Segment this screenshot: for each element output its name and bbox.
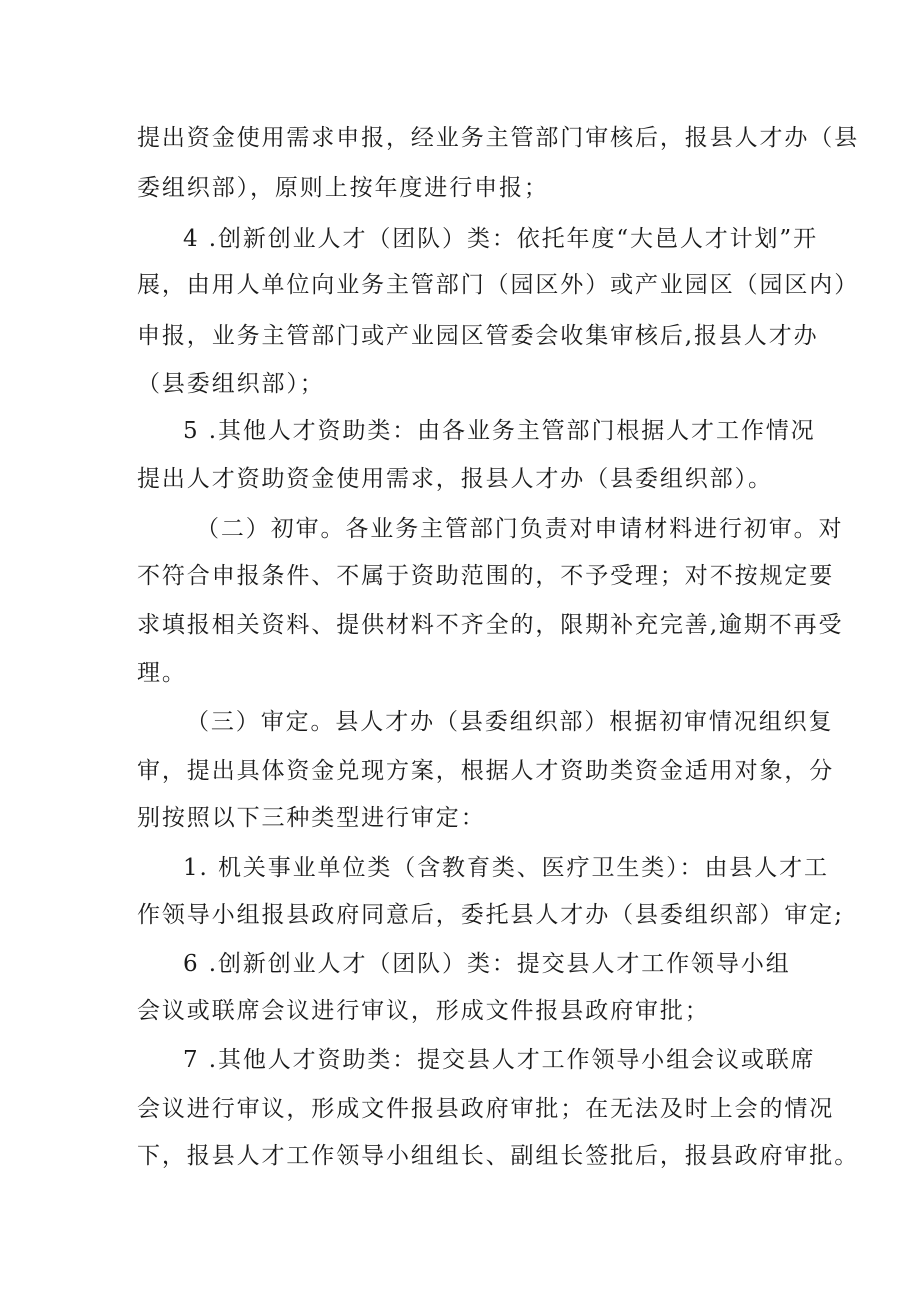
text-line: （县委组织部）；: [137, 371, 325, 397]
text-line: 7 .其他人才资助类：提交县人才工作领导小组会议或联席: [183, 1047, 816, 1073]
text-line: 5 .其他人才资助类：由各业务主管部门根据人才工作情况: [183, 418, 816, 444]
text-line: 求填报相关资料、提供材料不齐全的，限期补充完善,逾期不再受: [137, 612, 844, 638]
text-line: 4 .创新创业人才（团队）类：依托年度“大邑人才计划”开: [183, 226, 818, 252]
text-line: 不符合申报条件、不属于资助范围的，不予受理；对不按规定要: [137, 563, 835, 589]
text-line: 理。: [137, 660, 187, 686]
text-line: 会议或联席会议进行审议，形成文件报县政府审批；: [137, 998, 710, 1024]
text-line: 别按照以下三种类型进行审定：: [137, 805, 486, 831]
text-line: 下，报县人才工作领导小组组长、副组长签批后，报县政府审批。: [137, 1143, 860, 1169]
text-line: 提出人才资助资金使用需求，报县人才办（县委组织部）。: [137, 466, 773, 492]
text-line: 委组织部），原则上按年度进行申报；: [137, 175, 549, 201]
text-line: 会议进行审议，形成文件报县政府审批；在无法及时上会的情况: [137, 1096, 835, 1122]
text-line: （三）审定。县人才办（县委组织部）根据初审情况组织复: [186, 709, 834, 735]
text-line: 申报，业务主管部门或产业园区管委会收集审核后,报县人才办: [137, 323, 819, 349]
text-line: （二）初审。各业务主管部门负责对申请材料进行初审。对: [196, 516, 844, 542]
text-line: 展，由用人单位向业务主管部门（园区外）或产业园区（园区内）: [137, 272, 860, 298]
text-line: 1. 机关事业单位类（含教育类、医疗卫生类）：由县人才工: [183, 855, 829, 881]
text-line: 提出资金使用需求申报，经业务主管部门审核后，报县人才办（县: [137, 125, 860, 151]
text-line: 审，提出具体资金兑现方案，根据人才资助类资金适用对象，分: [137, 758, 835, 784]
text-line: 6 .创新创业人才（团队）类：提交县人才工作领导小组: [183, 951, 791, 977]
text-line: 作领导小组报县政府同意后，委托县人才办（县委组织部）审定;: [137, 902, 844, 928]
